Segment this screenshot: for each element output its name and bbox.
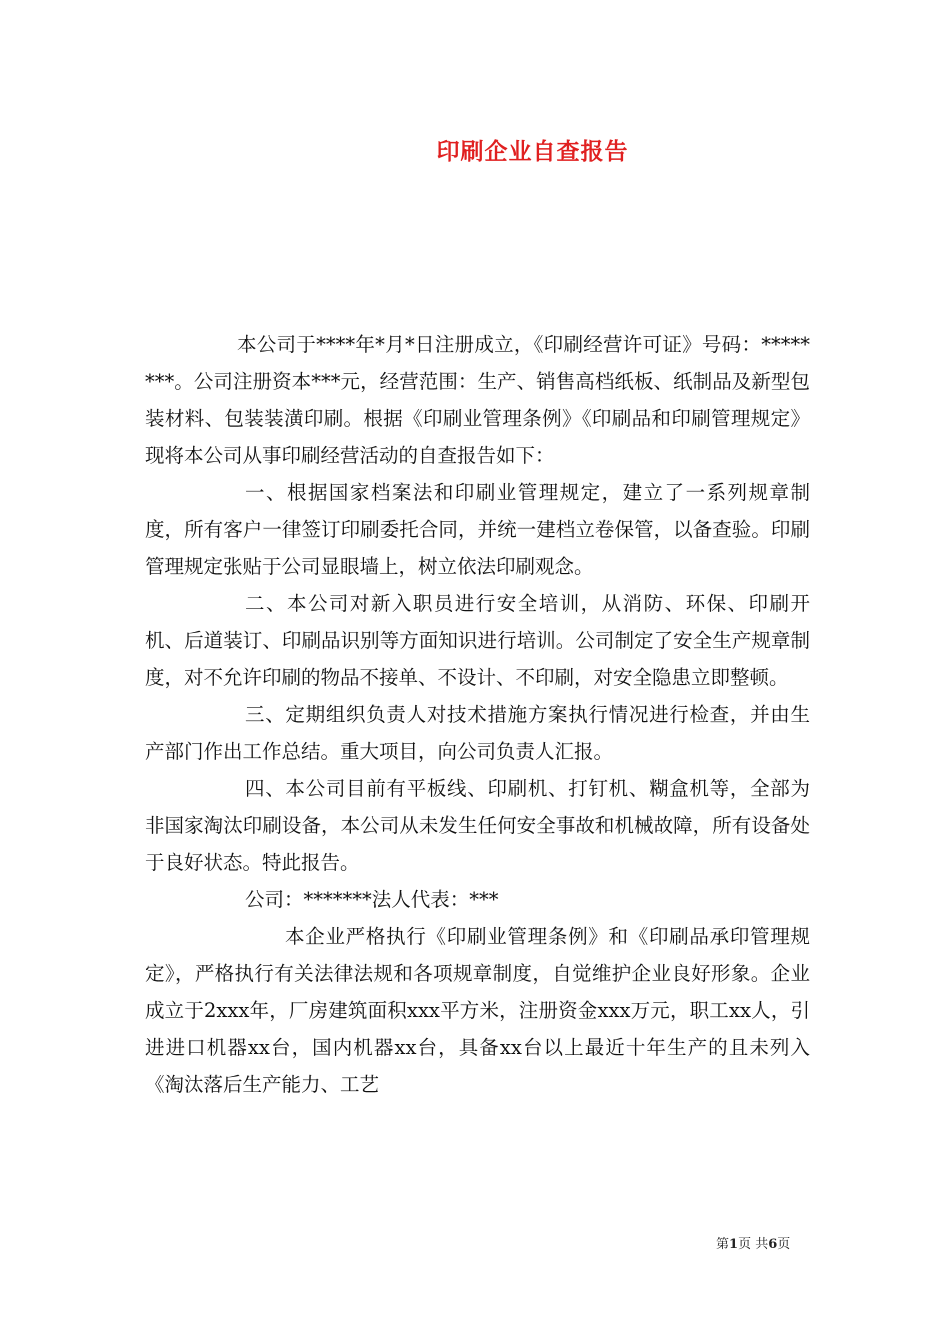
footer-prefix: 第: [716, 1237, 730, 1252]
footer-middle: 页 共: [738, 1237, 769, 1252]
paragraph-intro: 本公司于****年*月*日注册成立，《印刷经营许可证》号码：********。公司注册资本***元，经营范围：生产、销售高档纸板、纸制品及新型包装材料、包装装潢印刷。根据《印刷业管理条例》《印刷品和印刷管理规定》现将本公司从事印刷经营活动的自查报告如下：: [145, 333, 810, 467]
footer-total-pages: 6: [768, 1237, 778, 1252]
page-number-footer: [716, 1233, 790, 1252]
paragraph-second-report: 本企业严格执行《印刷业管理条例》和《印刷品承印管理规定》，严格执行有关法律法规和各项规章制度，自觉维护企业良好形象。企业成立于2xxx年，厂房建筑面积xxx平方米，注册资金xxx万元，职工xx人，引进进口机器xx台，国内机器xx台，具备xx台以上最近十年生产的且未列入《淘汰落后生产能力、工艺: [145, 925, 810, 1096]
signature-line: 公司：*******法人代表：***: [245, 888, 499, 911]
footer-current-page: 1: [729, 1237, 739, 1252]
footer-suffix: 页: [777, 1237, 791, 1252]
paragraph-item-4: 四、本公司目前有平板线、印刷机、打钉机、糊盒机等，全部为非国家淘汰印刷设备，本公司从未发生任何安全事故和机械故障，所有设备处于良好状态。特此报告。: [145, 777, 810, 874]
document-title: 印刷企业自查报告: [436, 138, 629, 165]
document-body: [145, 326, 810, 1103]
paragraph-item-2: 二、本公司对新入职员进行安全培训，从消防、环保、印刷开机、后道装订、印刷品识别等方面知识进行培训。公司制定了安全生产规章制度，对不允许印刷的物品不接单、不设计、不印刷，对安全隐患立即整顿。: [145, 592, 810, 689]
paragraph-item-3: 三、定期组织负责人对技术措施方案执行情况进行检查，并由生产部门作出工作总结。重大项目，向公司负责人汇报。: [145, 703, 810, 763]
paragraph-item-1: 一、根据国家档案法和印刷业管理规定，建立了一系列规章制度，所有客户一律签订印刷委托合同，并统一建档立卷保管，以备查验。印刷管理规定张贴于公司显眼墙上，树立依法印刷观念。: [145, 481, 810, 578]
